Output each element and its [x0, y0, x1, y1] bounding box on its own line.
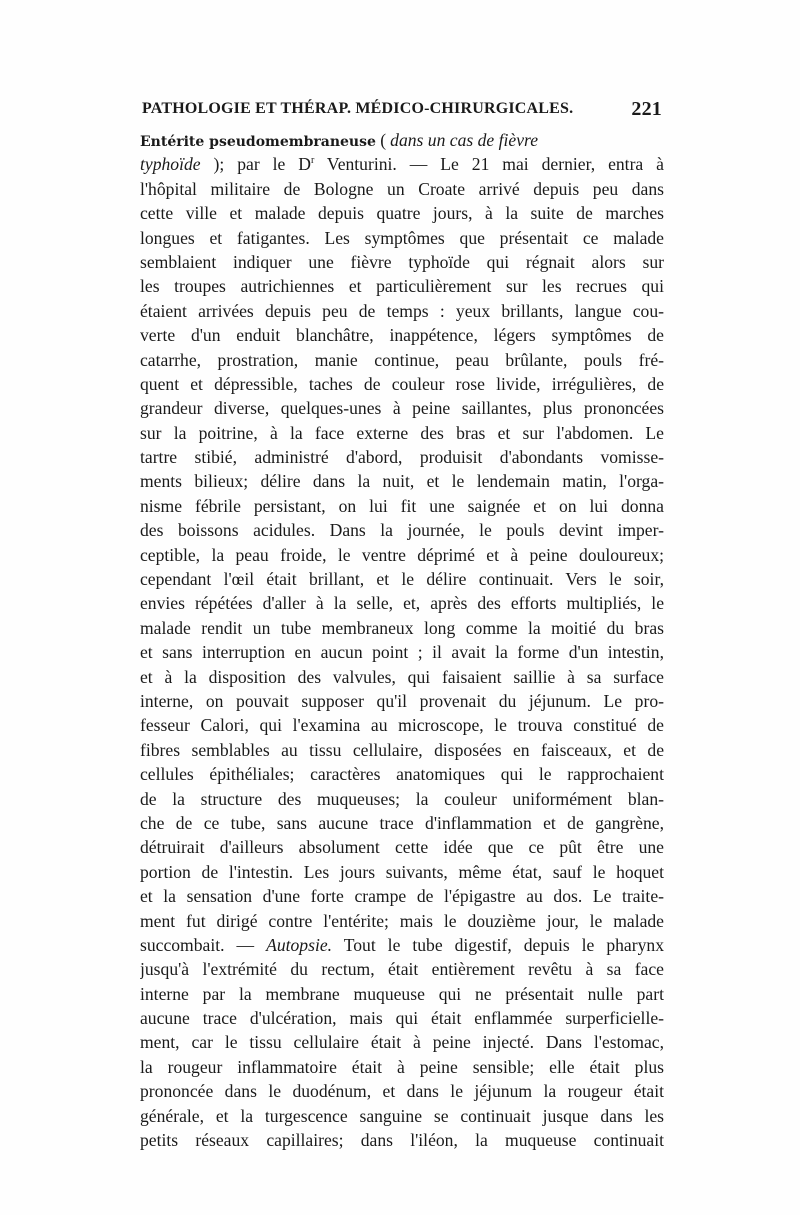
text-line: envies répétées d'aller à la selle, et, après des efforts multipliés, le — [140, 593, 664, 614]
article-body — [140, 128, 664, 1152]
text-line: générale, et la turgescence sanguine se continuait jusque dans les — [140, 1105, 664, 1126]
text-line: grandeur diverse, quelques-unes à peine saillantes, plus prononcées — [140, 398, 664, 419]
text-line: catarrhe, prostration, manie continue, peau brûlante, pouls fré- — [140, 349, 664, 370]
line-2-text-b: Venturini. — Le 21 mai dernier, entra à — [314, 154, 664, 175]
page-number: 221 — [631, 98, 662, 120]
text-line: sur la poitrine, à la face externe des bras et sur l'abdomen. Le — [140, 422, 664, 443]
text-line: de la structure des muqueuses; la couleur uniformément blan- — [140, 788, 664, 809]
text-line: tartre stibié, administré d'abord, produisit d'abondants vomisse- — [140, 447, 664, 468]
text-line: fibres semblables au tissu cellulaire, disposées en faisceaux, et de — [140, 739, 664, 760]
text-line: la rougeur inflammatoire était à peine sensible; elle était plus — [140, 1056, 664, 1077]
body-lines — [140, 177, 664, 933]
running-head — [142, 98, 662, 124]
text-line: prononcée dans le duodénum, et dans le jéjunum la rougeur était — [140, 1081, 664, 1102]
text-line: interne, on pouvait supposer qu'il provenait du jéjunum. Le pro- — [140, 690, 664, 711]
heading-italic: dans un cas de fièvre — [390, 130, 539, 150]
text-line: des boissons acidules. Dans la journée, le pouls devint imper- — [140, 520, 664, 541]
text-line: jusqu'à l'extrémité du rectum, était entièrement revêtu à sa face — [140, 959, 664, 980]
text-line: ment, car le tissu cellulaire était à peine injecté. Dans l'estomac, — [140, 1032, 664, 1053]
text-line: ceptible, la peau froide, le ventre déprimé et à peine douloureux; — [140, 544, 664, 565]
text-line: l'hôpital militaire de Bologne un Croate arrivé depuis peu dans — [140, 178, 664, 199]
text-line: verte d'un enduit blanchâtre, inappétence, légers symptômes de — [140, 325, 664, 346]
text-line: ments bilieux; délire dans la nuit, et le lendemain matin, l'orga- — [140, 471, 664, 492]
text-line: et la sensation d'une forte crampe de l'épigastre au dos. Le traite- — [140, 886, 664, 907]
autopsie-line — [140, 933, 664, 957]
text-line: cellules épithéliales; caractères anatomiques qui le rapprochaient — [140, 764, 664, 785]
text-line: fesseur Calori, qui l'examina au microscope, le trouva constitué de — [140, 715, 664, 736]
text-line: malade rendit un tube membraneux long comme la moitié du bras — [140, 617, 664, 638]
body-lines-after — [140, 957, 664, 1152]
heading-italic-2: typhoïde — [140, 154, 201, 175]
text-line: et à la disposition des valvules, qui faisaient saillie à sa surface — [140, 666, 664, 687]
line-2-text-a: ); par le D — [200, 154, 311, 175]
autopsie-post: Tout le tube digestif, depuis le pharynx — [332, 934, 664, 955]
text-line: et sans interruption en aucun point ; il avait la forme d'un intestin, — [140, 642, 664, 663]
text-line: petits réseaux capillaires; dans l'iléon, la muqueuse continuait — [140, 1130, 664, 1151]
text-line: quent et dépressible, taches de couleur rose livide, irrégulières, de — [140, 373, 664, 394]
text-line: les troupes autrichiennes et particulièrement sur les recrues qui — [140, 276, 664, 297]
autopsie-pre: succombait. — — [140, 934, 267, 955]
article-heading: Entérite pseudomembraneuse — [140, 134, 376, 150]
text-line: interne par la membrane muqueuse qui ne présentait nulle part — [140, 983, 664, 1004]
article-heading-line — [140, 128, 664, 152]
autopsie-italic: Autopsie. — [266, 934, 333, 955]
line-2-sup: r — [310, 155, 315, 167]
text-line: aucune trace d'ulcération, mais qui était enflammée surperficielle- — [140, 1008, 664, 1029]
text-line: nisme fébrile persistant, on lui fit une saignée et on lui donna — [140, 495, 664, 516]
text-line: étaient arrivées depuis peu de temps : yeux brillants, langue cou- — [140, 300, 664, 321]
running-head-title: PATHOLOGIE ET THÉRAP. MÉDICO-CHIRURGICALES. — [142, 100, 574, 117]
text-line: longues et fatigantes. Les symptômes que présentait ce malade — [140, 227, 664, 248]
article-line-2 — [140, 152, 664, 176]
text-line: détruirait d'ailleurs absolument cette idée que ce pût être une — [140, 837, 664, 858]
text-line: che de ce tube, sans aucune trace d'inflammation et de gangrène, — [140, 812, 664, 833]
text-line: semblaient indiquer une fièvre typhoïde qui régnait alors sur — [140, 251, 664, 272]
text-line: cependant l'œil était brillant, et le délire continuait. Vers le soir, — [140, 569, 664, 590]
text-line: ment fut dirigé contre l'entérite; mais le douzième jour, le malade — [140, 910, 664, 931]
heading-paren: ( — [375, 130, 387, 150]
text-line: portion de l'intestin. Les jours suivants, même état, sauf le hoquet — [140, 861, 664, 882]
text-line: cette ville et malade depuis quatre jours, à la suite de marches — [140, 203, 664, 224]
